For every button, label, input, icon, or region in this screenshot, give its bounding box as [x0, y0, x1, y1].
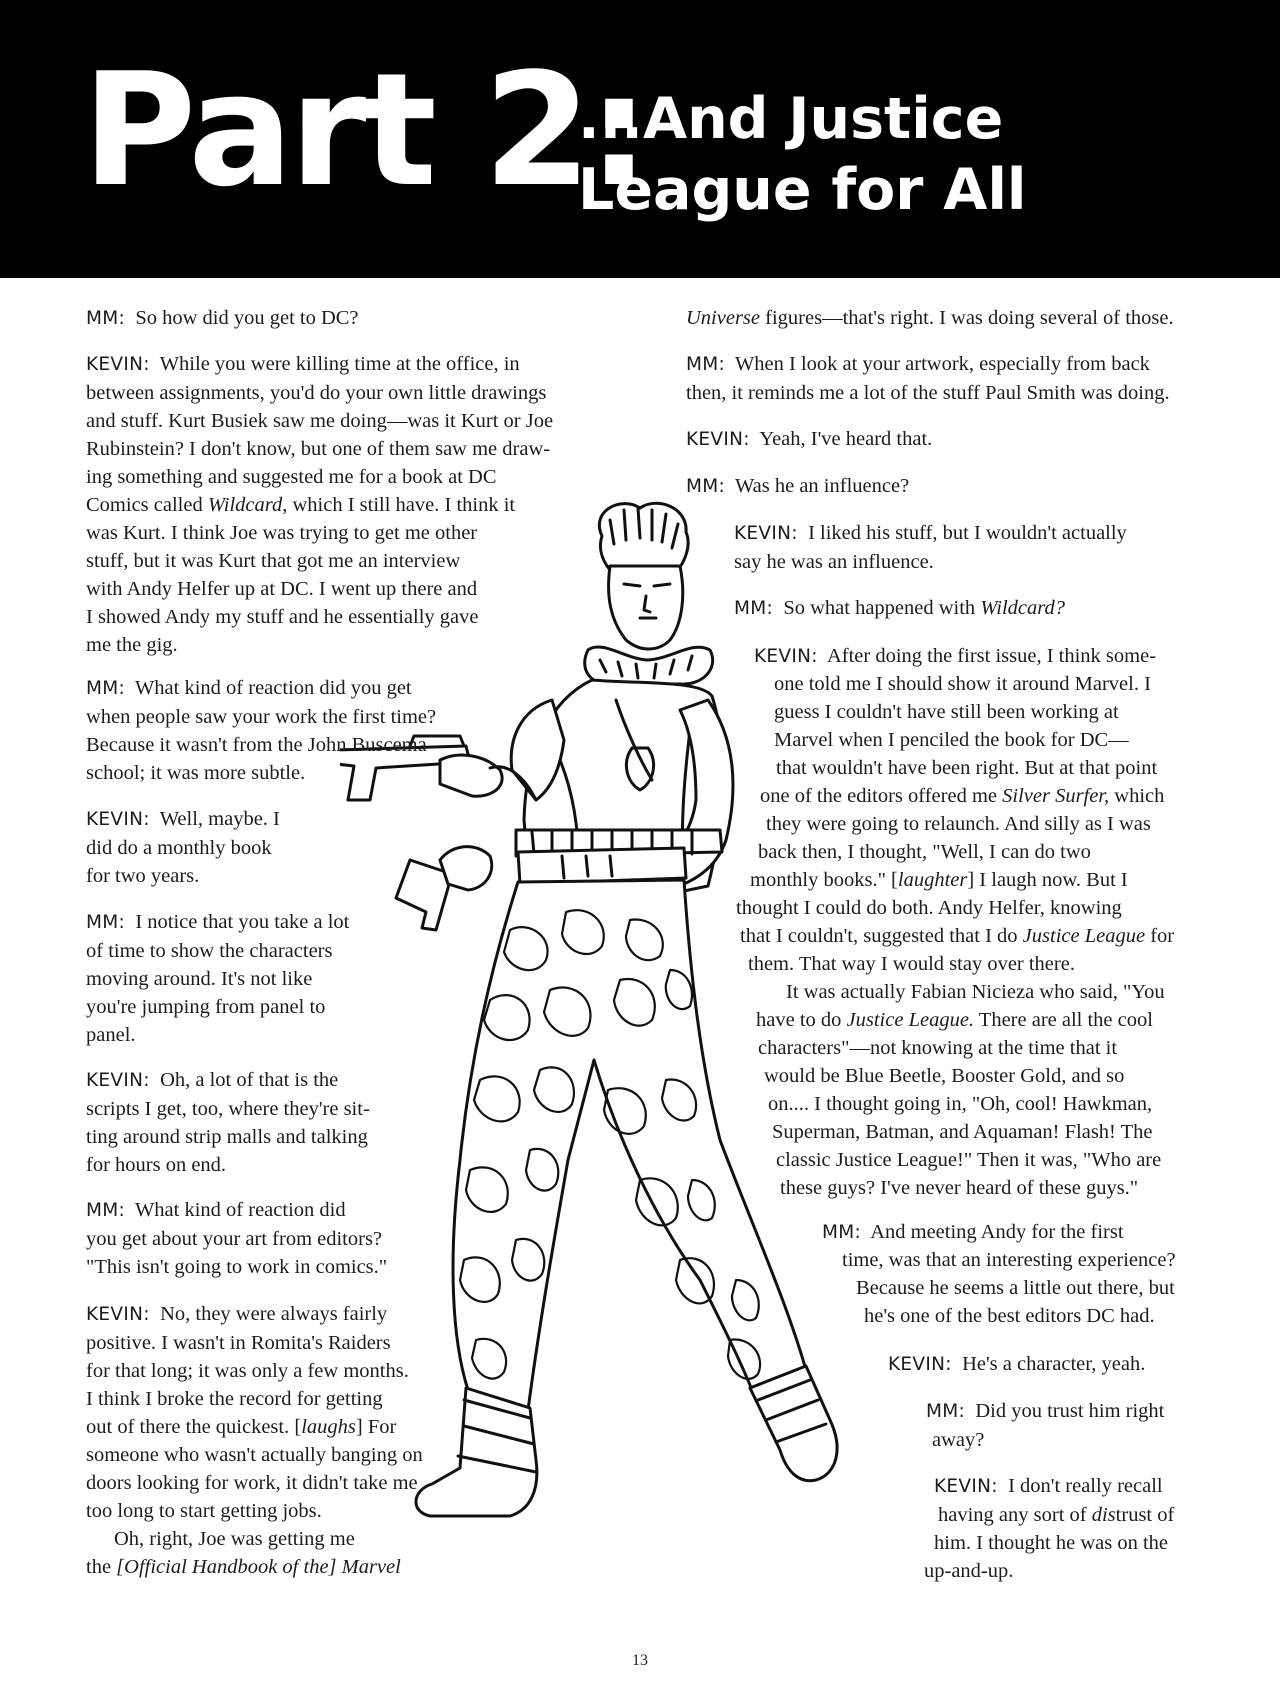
text-line: they were going to relaunch. And silly as I was [766, 813, 1151, 835]
text-line: time, was that an interesting experience? [842, 1249, 1176, 1271]
chapter-subtitle [578, 84, 1026, 226]
speaker-label: MM: [86, 1200, 126, 1221]
text-line: have to do [756, 1009, 847, 1031]
text-line: Did you trust him right [975, 1400, 1165, 1422]
title-italic: Justice League. [846, 1009, 975, 1031]
text-line: monthly books." [ [750, 869, 898, 891]
text-line: and stuff. Kurt Busiek saw me doing—was it Kurt or Joe [86, 410, 554, 432]
qa-block [86, 674, 436, 787]
qa-block [86, 304, 359, 333]
qa-block [686, 350, 1170, 407]
text-line: back then, I thought, "Well, I can do two [758, 841, 1091, 863]
figure-hand-left [440, 847, 492, 890]
qa-block [686, 304, 1174, 332]
text-line: for [1145, 925, 1175, 947]
text-line: I showed Andy my stuff and he essentially gave [86, 606, 479, 628]
text-line: that wouldn't have been right. But at that point [776, 757, 1158, 779]
text-line: say he was an influence. [734, 551, 934, 573]
text-line: on.... I thought going in, "Oh, cool! Hawkman, [768, 1093, 1153, 1115]
text-line: then, it reminds me a lot of the stuff Paul Smith was doing. [686, 382, 1170, 404]
subtitle-line-1: ...And Justice [578, 86, 1004, 152]
text-line: I notice that you take a lot [135, 911, 350, 933]
title-italic: Justice League [1022, 925, 1146, 947]
text-line: these guys? I've never heard of these guys." [780, 1177, 1139, 1199]
text-line: guess I couldn't have still been working at [774, 701, 1119, 723]
text-line: for two years. [86, 865, 200, 887]
text-line: He's a character, yeah. [962, 1353, 1146, 1375]
boot-left [416, 1388, 537, 1516]
text-line: which I still have. I think it [287, 494, 516, 516]
text-line: I think I broke the record for getting [86, 1388, 383, 1410]
qa-block [924, 1472, 1175, 1585]
text-line: which [1109, 785, 1165, 807]
speaker-label: MM: [86, 678, 126, 699]
text-line: Was he an influence? [734, 475, 910, 497]
page-number: 13 [632, 1652, 648, 1669]
text-line: No, they were always fairly [160, 1303, 388, 1325]
text-line: ing something and suggested me for a book at DC [86, 466, 497, 488]
text-line: the [86, 1556, 117, 1578]
speaker-label: MM: [926, 1401, 966, 1422]
text-line: Oh, a lot of that is the [160, 1069, 339, 1091]
left-column [86, 304, 359, 333]
right-column-mm-2 [686, 472, 909, 501]
text-line: After doing the first issue, I think some- [826, 645, 1157, 667]
qa-block [734, 519, 1127, 576]
text-line: you get about your art from editors? [86, 1228, 383, 1250]
speaker-label: MM: [686, 476, 726, 497]
text-line: too long to start getting jobs. [86, 1500, 322, 1522]
text-line: with Andy Helfer up at DC. I went up there and [86, 578, 478, 600]
text-line: them. That way I would stay over there. [748, 953, 1075, 975]
text-line: trust of [1115, 1504, 1175, 1526]
title-italic: Universe [686, 307, 761, 329]
title-banner [0, 0, 1280, 278]
text-line: So how did you get to DC? [135, 307, 359, 329]
subtitle-line-2: League for All [578, 157, 1027, 223]
text-line: ] For [355, 1416, 397, 1438]
text-line: Yeah, I've heard that. [759, 428, 933, 450]
text-line: positive. I wasn't in Romita's Raiders [86, 1332, 391, 1354]
speaker-label: KEVIN: [888, 1354, 952, 1375]
text-line: I don't really recall [1008, 1475, 1163, 1497]
text-line: It was actually Fabian Nicieza who said, "You [786, 981, 1165, 1003]
text-line: What kind of reaction did [134, 1199, 346, 1221]
text-line: me the gig. [86, 634, 178, 656]
text-line: What kind of reaction did you get [134, 677, 412, 699]
text-line: for hours on end. [86, 1154, 227, 1176]
text-line: would be Blue Beetle, Booster Gold, and so [764, 1065, 1125, 1087]
title-italic: Wildcard? [980, 597, 1065, 619]
speaker-label: KEVIN: [686, 429, 750, 450]
qa-block [86, 1196, 387, 1281]
right-column-kevin-4 [888, 1350, 1145, 1379]
text-line: out of there the quickest. [ [86, 1416, 302, 1438]
text-line: school; it was more subtle. [86, 762, 306, 784]
speaker-label: MM: [86, 912, 126, 933]
text-line: Because he seems a little out there, but [856, 1277, 1175, 1299]
title-italic: Wildcard, [207, 494, 288, 516]
text-line: figures—that's right. I was doing several of those. [760, 307, 1174, 329]
belt-buckle [518, 848, 686, 884]
title-italic: [Official Handbook of the] Marvel [116, 1556, 401, 1578]
text-line: stuff, but it was Kurt that got me an interview [86, 550, 461, 572]
aside-italic: laughter [897, 869, 968, 891]
text-line: scripts I get, too, where they're sit- [86, 1098, 370, 1120]
text-line: Well, maybe. I [159, 808, 280, 830]
qa-block [86, 1300, 423, 1581]
speaker-label: KEVIN: [734, 523, 798, 544]
emphasis-italic: dis [1091, 1504, 1116, 1526]
left-column-mm-4 [86, 1196, 387, 1281]
figure-hand-right [440, 755, 502, 796]
right-column-mm-1 [686, 350, 1170, 407]
text-line: you're jumping from panel to [86, 996, 326, 1018]
text-line: doors looking for work, it didn't take me [86, 1472, 418, 1494]
speaker-label: KEVIN: [86, 1304, 150, 1325]
text-line: Oh, right, Joe was getting me [114, 1528, 355, 1550]
text-line: up-and-up. [924, 1560, 1014, 1582]
left-column-mm-2 [86, 674, 436, 787]
qa-block [86, 1066, 370, 1179]
text-line: characters"—not knowing at the time that it [758, 1037, 1118, 1059]
text-line: ] I laugh now. But I [967, 869, 1128, 891]
speaker-label: MM: [822, 1222, 862, 1243]
right-column-mm-3 [734, 594, 1065, 623]
text-line: one told me I should show it around Marvel. I [774, 673, 1151, 695]
qa-block [86, 908, 349, 1049]
text-line: between assignments, you'd do your own little drawings [86, 382, 547, 404]
text-line: "This isn't going to work in comics." [86, 1256, 388, 1278]
text-line: that I couldn't, suggested that I do [740, 925, 1023, 947]
text-line: of time to show the characters [86, 940, 333, 962]
speaker-label: KEVIN: [934, 1476, 998, 1497]
text-line: he's one of the best editors DC had. [864, 1305, 1155, 1327]
right-column-kevin-5 [924, 1472, 1175, 1585]
left-column-kevin-2 [86, 805, 280, 890]
qa-block [86, 350, 553, 659]
text-line: ting around strip malls and talking [86, 1126, 368, 1148]
right-column-mm-5 [926, 1397, 1164, 1454]
text-line: was Kurt. I think Joe was trying to get me other [86, 522, 478, 544]
speaker-label: MM: [86, 308, 126, 329]
speaker-label: KEVIN: [86, 354, 150, 375]
speaker-label: KEVIN: [86, 809, 150, 830]
text-line: when people saw your work the first time? [86, 706, 437, 728]
text-line: Comics called [86, 494, 208, 516]
speaker-label: MM: [734, 598, 774, 619]
text-line: While you were killing time at the office, in [159, 353, 520, 375]
qa-block [888, 1350, 1145, 1379]
text-line: classic Justice League!" Then it was, "Who are [776, 1149, 1162, 1171]
aside-italic: laughs [301, 1416, 356, 1438]
text-line: Superman, Batman, and Aquaman! Flash! The [772, 1121, 1153, 1143]
text-line: thought I could do both. Andy Helfer, knowing [736, 897, 1122, 919]
text-line: Marvel when I penciled the book for DC— [774, 729, 1129, 751]
right-column-kevin-1 [686, 425, 932, 454]
text-line: him. I thought he was on the [934, 1532, 1169, 1554]
text-line: having any sort of [938, 1504, 1092, 1526]
text-line: Rubinstein? I don't know, but one of them saw me draw- [86, 438, 551, 460]
left-column-kevin-4 [86, 1300, 423, 1581]
title-italic: Silver Surfer, [1002, 785, 1110, 807]
text-line: someone who wasn't actually banging on [86, 1444, 423, 1466]
text-line: away? [932, 1429, 985, 1451]
text-line: Because it wasn't from the John Buscema [86, 734, 427, 756]
text-line: When I look at your artwork, especially from back [734, 353, 1150, 375]
left-column-mm-3 [86, 908, 349, 1049]
text-line: for that long; it was only a few months. [86, 1360, 409, 1382]
text-line: And meeting Andy for the first [870, 1221, 1124, 1243]
text-line: So what happened with [783, 597, 981, 619]
qa-block [686, 425, 932, 454]
right-column-continuation [686, 304, 1174, 332]
speaker-label: KEVIN: [754, 646, 818, 667]
text-line: moving around. It's not like [86, 968, 313, 990]
part-label: Part 2: [82, 39, 647, 221]
text-line: did do a monthly book [86, 837, 272, 859]
left-column-kevin-3 [86, 1066, 370, 1179]
qa-block [86, 805, 280, 890]
text-line: panel. [86, 1024, 136, 1046]
speaker-label: MM: [686, 354, 726, 375]
text-line: I liked his stuff, but I wouldn't actually [808, 522, 1127, 544]
left-column-kevin-1 [86, 350, 553, 659]
text-line: one of the editors offered me [760, 785, 1003, 807]
qa-block [686, 472, 909, 501]
qa-block [926, 1397, 1164, 1454]
right-column-kevin-2 [734, 519, 1127, 576]
qa-block [734, 594, 1065, 623]
text-line: There are all the cool [974, 1009, 1153, 1031]
speaker-label: KEVIN: [86, 1070, 150, 1091]
